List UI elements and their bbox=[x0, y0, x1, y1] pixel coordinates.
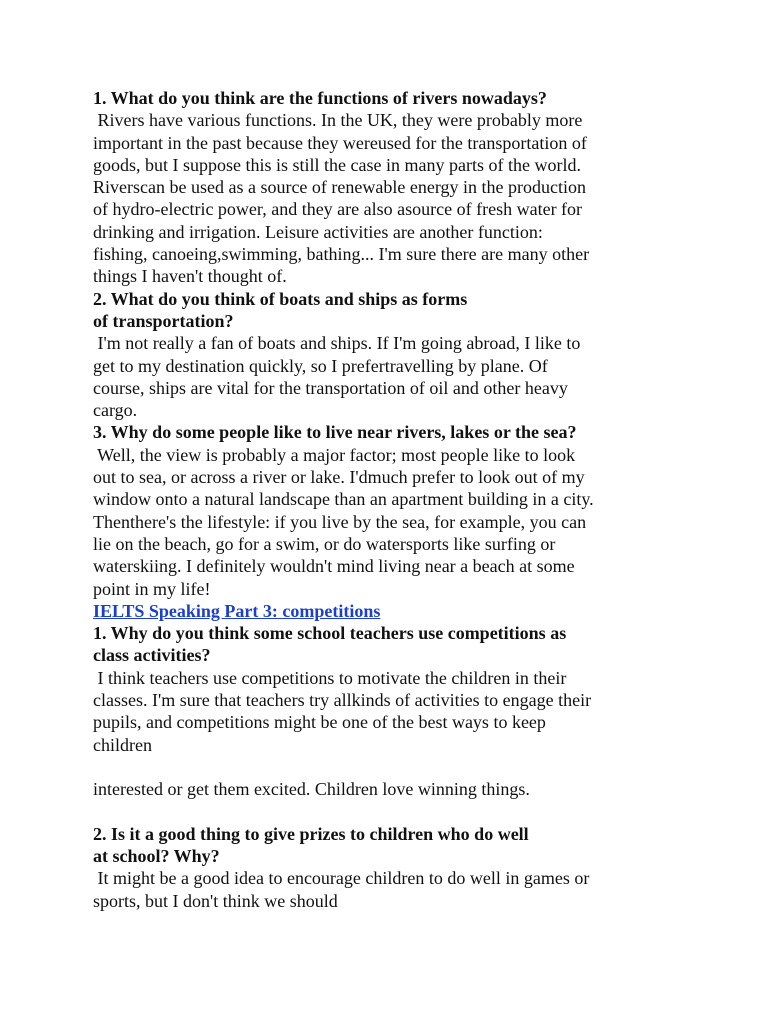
text-line: fishing, canoeing,swimming, bathing... I'm sure there are many other bbox=[93, 244, 590, 265]
text-line: interested or get them excited. Children love winning things. bbox=[93, 779, 530, 800]
answer-paragraph bbox=[93, 444, 693, 600]
answer-paragraph bbox=[93, 667, 693, 756]
text-line: drinking and irrigation. Leisure activities are another function: bbox=[93, 221, 543, 242]
text-line: It might be a good idea to encourage children to do well in games or bbox=[93, 868, 590, 889]
text-line: of hydro-electric power, and they are also asource of fresh water for bbox=[93, 199, 583, 220]
text-line: I think teachers use competitions to motivate the children in their bbox=[93, 667, 567, 688]
text-line: sports, but I don't think we should bbox=[93, 890, 338, 911]
text-line: course, ships are vital for the transportation of oil and other heavy bbox=[93, 377, 568, 398]
answer-paragraph bbox=[93, 109, 693, 287]
text-line: at school? Why? bbox=[93, 846, 220, 867]
text-line: out to sea, or across a river or lake. I'dmuch prefer to look out of my bbox=[93, 467, 585, 488]
question-heading bbox=[93, 823, 693, 868]
answer-paragraph bbox=[93, 867, 693, 912]
question-heading: 1. What do you think are the functions of rivers nowadays? bbox=[93, 88, 547, 108]
question-heading bbox=[93, 288, 693, 333]
text-line: classes. I'm sure that teachers try allkinds of activities to engage their bbox=[93, 690, 592, 711]
text-line: class activities? bbox=[93, 645, 211, 666]
text-line: lie on the beach, go for a swim, or do watersports like surfing or bbox=[93, 533, 556, 554]
text-line: cargo. bbox=[93, 400, 138, 421]
text-line: Thenthere's the lifestyle: if you live by the sea, for example, you can bbox=[93, 511, 587, 532]
text-line: get to my destination quickly, so I prefertravelling by plane. Of bbox=[93, 355, 548, 376]
text-line: goods, but I suppose this is still the case in many parts of the world. bbox=[93, 154, 581, 175]
text-line: things I haven't thought of. bbox=[93, 266, 287, 287]
question-heading: 3. Why do some people like to live near rivers, lakes or the sea? bbox=[93, 422, 577, 443]
text-line: 2. What do you think of boats and ships as forms bbox=[93, 288, 468, 309]
document-body bbox=[93, 87, 693, 912]
text-line: important in the past because they wereused for the transportation of bbox=[93, 132, 587, 153]
answer-paragraph bbox=[93, 332, 693, 421]
text-line: children bbox=[93, 734, 152, 755]
text-line: 1. Why do you think some school teachers use competitions as bbox=[93, 623, 567, 644]
text-line: Riverscan be used as a source of renewable energy in the production bbox=[93, 177, 586, 198]
text-line: Well, the view is probably a major factor; most people like to look bbox=[93, 444, 576, 465]
text-line: point in my life! bbox=[93, 578, 211, 599]
answer-paragraph bbox=[93, 778, 693, 800]
text-line: 2. Is it a good thing to give prizes to children who do well bbox=[93, 823, 529, 844]
text-line: window onto a natural landscape than an apartment building in a city. bbox=[93, 489, 594, 510]
blank-line bbox=[93, 801, 693, 823]
text-line: Rivers have various functions. In the UK, they were probably more bbox=[93, 110, 583, 131]
question-heading bbox=[93, 622, 693, 667]
text-line: I'm not really a fan of boats and ships. If I'm going abroad, I like to bbox=[93, 333, 581, 354]
text-line: waterskiing. I definitely wouldn't mind living near a beach at some bbox=[93, 556, 575, 577]
blank-line bbox=[93, 756, 693, 778]
section-link[interactable]: IELTS Speaking Part 3: competitions bbox=[93, 600, 381, 621]
text-line: of transportation? bbox=[93, 310, 234, 331]
text-line: pupils, and competitions might be one of the best ways to keep bbox=[93, 712, 546, 733]
